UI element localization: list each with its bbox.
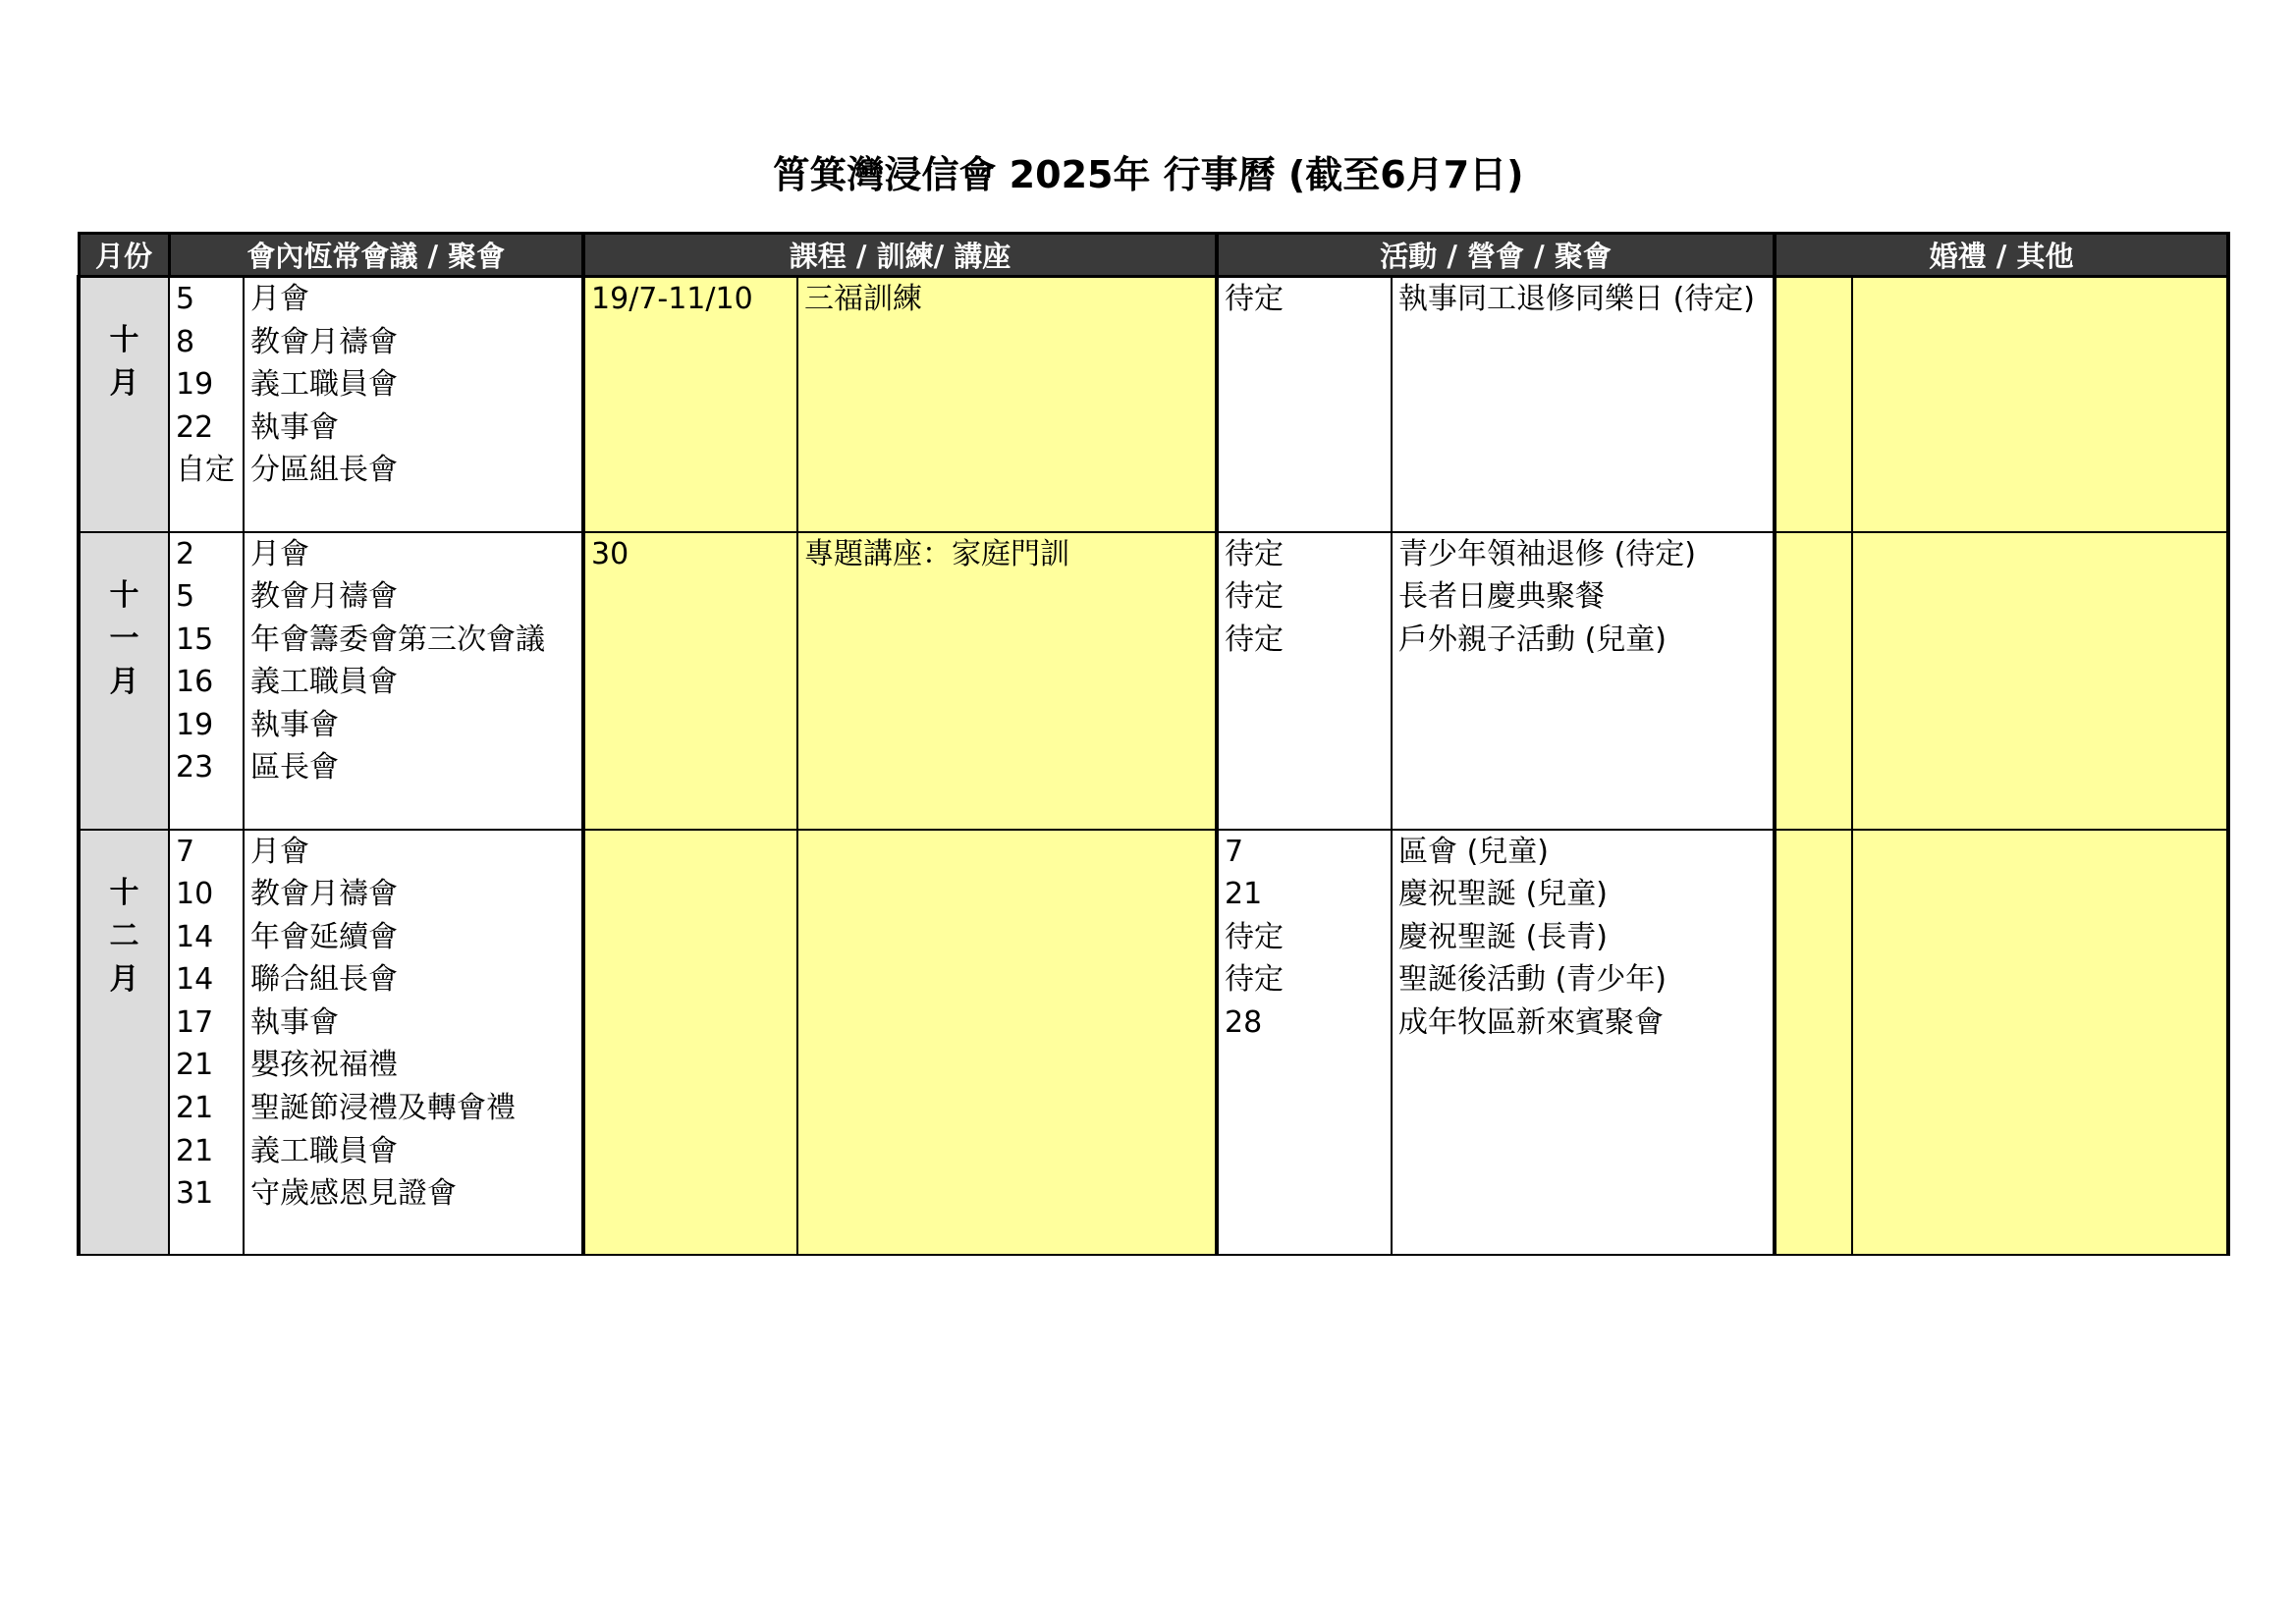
wedding-date-cell — [1775, 830, 1852, 1255]
meeting-item: 執事會 — [250, 707, 339, 742]
meeting-date: 14 — [176, 962, 214, 998]
meeting-item: 教會月禱會 — [250, 324, 398, 359]
month-name: 十 月 — [109, 323, 139, 401]
month-row — [79, 830, 2228, 1255]
calendar-table — [77, 232, 2230, 1256]
course-date-list — [585, 533, 796, 576]
meeting-date-list — [170, 831, 243, 1216]
activity-date: 待定 — [1225, 282, 1285, 316]
meeting-item: 教會月禱會 — [250, 877, 398, 912]
meeting-date: 17 — [176, 1004, 214, 1040]
meeting-item-cell — [244, 277, 583, 532]
meeting-item: 分區組長會 — [250, 453, 398, 488]
activity-date-cell — [1217, 532, 1392, 830]
meeting-date-cell — [169, 277, 244, 532]
activity-item: 慶祝聖誕 (兒童) — [1398, 877, 1608, 912]
month-row — [79, 277, 2228, 532]
activity-date-list — [1219, 533, 1391, 662]
meeting-item: 月會 — [250, 834, 309, 869]
activity-date: 待定 — [1225, 536, 1285, 571]
meeting-date-list — [170, 533, 243, 790]
header-weddings: 婚禮 / 其他 — [1775, 234, 2228, 277]
course-date-cell — [583, 830, 797, 1255]
meeting-date: 31 — [176, 1176, 214, 1212]
activity-date: 7 — [1225, 834, 1244, 869]
month-row — [79, 532, 2228, 830]
meeting-date-list — [170, 278, 243, 492]
meeting-date: 5 — [176, 579, 195, 615]
activity-item-list — [1393, 533, 1773, 662]
meeting-date: 19 — [176, 367, 214, 403]
header-activities: 活動 / 營會 / 聚會 — [1217, 234, 1775, 277]
meeting-item: 教會月禱會 — [250, 579, 398, 615]
meeting-item: 月會 — [250, 282, 309, 316]
activity-item: 區會 (兒童) — [1398, 834, 1549, 869]
activity-item: 慶祝聖誕 (長青) — [1398, 919, 1608, 954]
meeting-item: 聯合組長會 — [250, 962, 398, 998]
course-item: 三福訓練 — [804, 282, 923, 316]
course-item-list — [798, 533, 1215, 576]
meeting-date-cell — [169, 532, 244, 830]
activity-item: 執事同工退修同樂日 (待定) — [1398, 282, 1755, 316]
wedding-item-cell — [1852, 830, 2228, 1255]
course-date-cell — [583, 532, 797, 830]
month-name-cell — [79, 277, 169, 532]
activity-item: 聖誕後活動 (青少年) — [1398, 962, 1667, 998]
meeting-date: 5 — [176, 282, 195, 316]
meeting-item: 年會延續會 — [250, 919, 398, 954]
activity-date-list — [1219, 278, 1391, 321]
activity-date: 待定 — [1225, 622, 1285, 657]
course-date: 19/7-11/10 — [591, 282, 753, 316]
meeting-item: 聖誕節浸禮及轉會禮 — [250, 1091, 516, 1126]
course-item: 專題講座：家庭門訓 — [804, 536, 1070, 571]
activity-date: 待定 — [1225, 579, 1285, 615]
activity-item: 長者日慶典聚餐 — [1398, 579, 1606, 615]
activity-item: 青少年領袖退修 (待定) — [1398, 536, 1696, 571]
activity-item-cell — [1392, 277, 1775, 532]
activity-item-cell — [1392, 830, 1775, 1255]
course-item-list — [798, 278, 1215, 321]
activity-date: 28 — [1225, 1004, 1263, 1040]
meeting-item: 月會 — [250, 536, 309, 571]
course-item-cell — [797, 830, 1217, 1255]
meeting-date: 10 — [176, 877, 214, 912]
activity-item-cell — [1392, 532, 1775, 830]
course-date-cell — [583, 277, 797, 532]
wedding-item-cell — [1852, 277, 2228, 532]
activity-item: 成年牧區新來賓聚會 — [1398, 1004, 1665, 1040]
meeting-date: 15 — [176, 622, 214, 657]
meeting-date: 7 — [176, 834, 195, 869]
meeting-item-cell — [244, 830, 583, 1255]
month-name: 十 二 月 — [109, 875, 139, 997]
month-name-cell — [79, 830, 169, 1255]
header-meetings: 會內恆常會議 / 聚會 — [169, 234, 583, 277]
activity-date: 待定 — [1225, 919, 1285, 954]
activity-date: 21 — [1225, 877, 1263, 912]
activity-date: 待定 — [1225, 962, 1285, 998]
meeting-date: 22 — [176, 409, 214, 445]
meeting-item-list — [245, 278, 581, 492]
wedding-date-cell — [1775, 277, 1852, 532]
course-date-list — [585, 278, 796, 321]
activity-item: 戶外親子活動 (兒童) — [1398, 622, 1667, 657]
meeting-date: 14 — [176, 919, 214, 954]
meeting-item: 執事會 — [250, 409, 339, 445]
meeting-item-list — [245, 533, 581, 790]
meeting-item: 嬰孩祝福禮 — [250, 1048, 398, 1083]
wedding-item-cell — [1852, 532, 2228, 830]
meeting-item-list — [245, 831, 581, 1216]
meeting-date: 2 — [176, 536, 195, 571]
meeting-date: 23 — [176, 750, 214, 785]
activity-date-cell — [1217, 277, 1392, 532]
activity-date-cell — [1217, 830, 1392, 1255]
month-name-cell — [79, 532, 169, 830]
meeting-item: 義工職員會 — [250, 367, 398, 403]
header-month: 月份 — [79, 234, 169, 277]
meeting-item: 守歲感恩見證會 — [250, 1176, 457, 1212]
activity-item-list — [1393, 831, 1773, 1045]
course-item-cell — [797, 532, 1217, 830]
meeting-item: 年會籌委會第三次會議 — [250, 622, 545, 657]
meeting-item: 區長會 — [250, 750, 339, 785]
meeting-date: 21 — [176, 1048, 214, 1083]
meeting-date: 21 — [176, 1091, 214, 1126]
meeting-date: 19 — [176, 707, 214, 742]
activity-item-list — [1393, 278, 1773, 321]
meeting-date: 21 — [176, 1133, 214, 1168]
meeting-item: 義工職員會 — [250, 1133, 398, 1168]
meeting-item-cell — [244, 532, 583, 830]
month-name: 十 一 月 — [109, 577, 139, 699]
header-courses: 課程 / 訓練/ 講座 — [583, 234, 1217, 277]
meeting-date: 16 — [176, 665, 214, 700]
course-date: 30 — [591, 536, 629, 571]
course-item-cell — [797, 277, 1217, 532]
header-row — [79, 234, 2228, 277]
meeting-item: 義工職員會 — [250, 665, 398, 700]
meeting-date: 自定 — [176, 453, 235, 488]
meeting-date: 8 — [176, 324, 195, 359]
meeting-item: 執事會 — [250, 1004, 339, 1040]
activity-date-list — [1219, 831, 1391, 1045]
page-title: 筲箕灣浸信會 2025年 行事曆 (截至6月7日) — [772, 153, 1524, 196]
meeting-date-cell — [169, 830, 244, 1255]
wedding-date-cell — [1775, 532, 1852, 830]
